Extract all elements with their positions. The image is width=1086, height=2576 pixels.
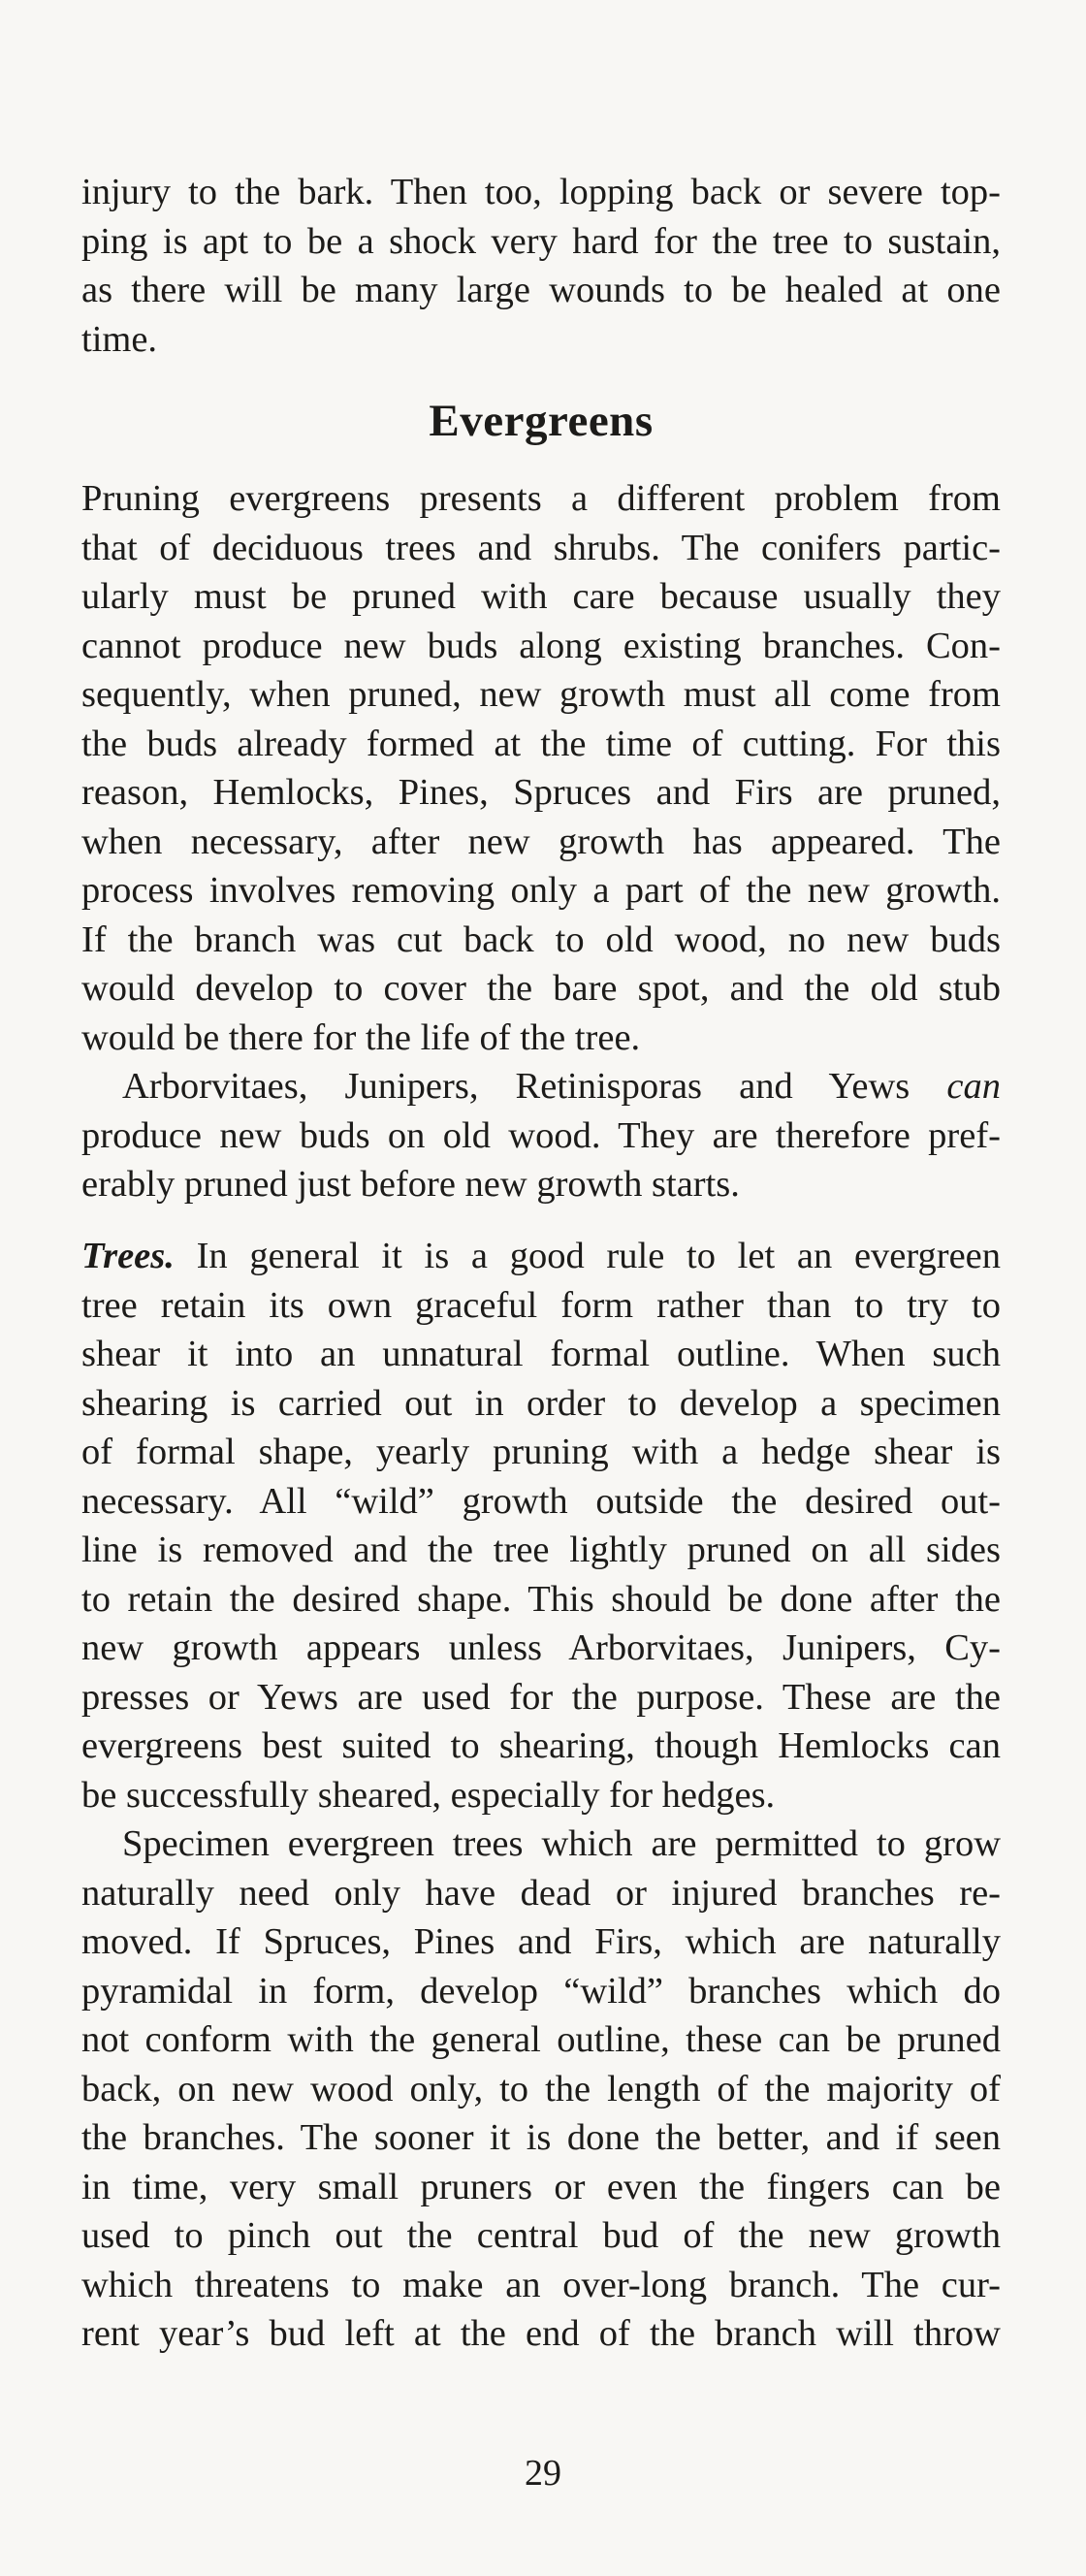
text-line: as there will be many large wounds to be healed at one: [81, 270, 1001, 310]
text-line: ping is apt to be a shock very hard for the tree to sustain,: [81, 220, 1001, 262]
text-line: injury to the bark. Then too, lopping back or severe top-: [81, 172, 1001, 212]
text-line: rent year’s bud left at the end of the branch will throw: [81, 2313, 1001, 2354]
continuation-paragraph: [81, 168, 1001, 364]
text-line: line is removed and the tree lightly pruned on all sides: [81, 1530, 1001, 1570]
text-line: cannot produce new buds along existing branches. Con-: [81, 625, 1001, 666]
text-line: presses or Yews are used for the purpose. These are the: [81, 1676, 1001, 1718]
text-line: the buds already formed at the time of cutting. For this: [81, 723, 1001, 764]
text-line: of formal shape, yearly pruning with a hedge shear is: [81, 1432, 1001, 1472]
text-line: ularly must be pruned with care because usually they: [81, 576, 1001, 617]
paragraph-specimen-trees: [81, 1819, 1001, 2359]
text-line: erably pruned just before new growth starts.: [81, 1164, 740, 1205]
text-line: shear it into an unnatural formal outline. When such: [81, 1334, 1001, 1374]
text-line: would develop to cover the bare spot, and the old stub: [81, 968, 1001, 1009]
text-line: Pruning evergreens presents a different problem from: [81, 478, 1001, 519]
text-line: shearing is carried out in order to develop a specimen: [81, 1382, 1001, 1424]
italic-emphasis: can: [946, 1066, 1001, 1107]
text-line: produce new buds on old wood. They are therefore pref-: [81, 1114, 1001, 1156]
page-number: 29: [525, 2453, 561, 2494]
text-line: [81, 1232, 1001, 1281]
text-line: evergreens best suited to shearing, though Hemlocks can: [81, 1725, 1001, 1766]
text-line: new growth appears unless Arborvitaes, Junipers, Cy-: [81, 1627, 1001, 1668]
line-text: In general it is a good rule to let an evergreen: [174, 1236, 1001, 1276]
text-line: not conform with the general outline, these can be pruned: [81, 2019, 1001, 2060]
text-line: tree retain its own graceful form rather than to try to: [81, 1284, 1001, 1326]
text-line: Specimen evergreen trees which are permitted to grow: [122, 1823, 1001, 1864]
run-in-heading: Trees.: [81, 1236, 175, 1276]
text-line: used to pinch out the central bud of the new growth: [81, 2215, 1001, 2256]
text-line: in time, very small pruners or even the fingers can be: [81, 2166, 1001, 2207]
text-line: would be there for the life of the tree.: [81, 1016, 641, 1058]
text-line: [81, 1062, 1001, 1111]
text-line: to retain the desired shape. This should be done after the: [81, 1578, 1001, 1620]
paragraph-evergreens-intro: [81, 474, 1001, 1062]
text-line: necessary. All “wild” growth outside the desired out-: [81, 1480, 1001, 1522]
text-line: pyramidal in form, develop “wild” branches which do: [81, 1970, 1001, 2012]
text-line: sequently, when pruned, new growth must all come from: [81, 674, 1001, 715]
text-line: naturally need only have dead or injured branches re-: [81, 1872, 1001, 1914]
section-heading: Evergreens: [429, 396, 654, 446]
text-line: time.: [81, 318, 158, 360]
text-line: back, on new wood only, to the length of the majority of: [81, 2068, 1001, 2109]
paragraph-arborvitaes: [81, 1062, 1001, 1209]
text-line: be successfully sheared, especially for hedges.: [81, 1774, 776, 1816]
text-line: when necessary, after new growth has appeared. The: [81, 821, 1001, 862]
text-line: which threatens to make an over-long branch. The cur-: [81, 2264, 1001, 2305]
text-line: that of deciduous trees and shrubs. The conifers partic-: [81, 527, 1001, 568]
paragraph-trees: [81, 1232, 1001, 1819]
text-line: the branches. The sooner it is done the better, and if seen: [81, 2117, 1001, 2158]
text-line: If the branch was cut back to old wood, no new buds: [81, 918, 1001, 960]
text-line: moved. If Spruces, Pines and Firs, which are naturally: [81, 1921, 1001, 1962]
text-line: process involves removing only a part of the new growth.: [81, 870, 1001, 911]
line-text: Arborvitaes, Junipers, Retinisporas and Yews: [122, 1066, 947, 1107]
text-line: reason, Hemlocks, Pines, Spruces and Firs are pruned,: [81, 772, 1001, 813]
